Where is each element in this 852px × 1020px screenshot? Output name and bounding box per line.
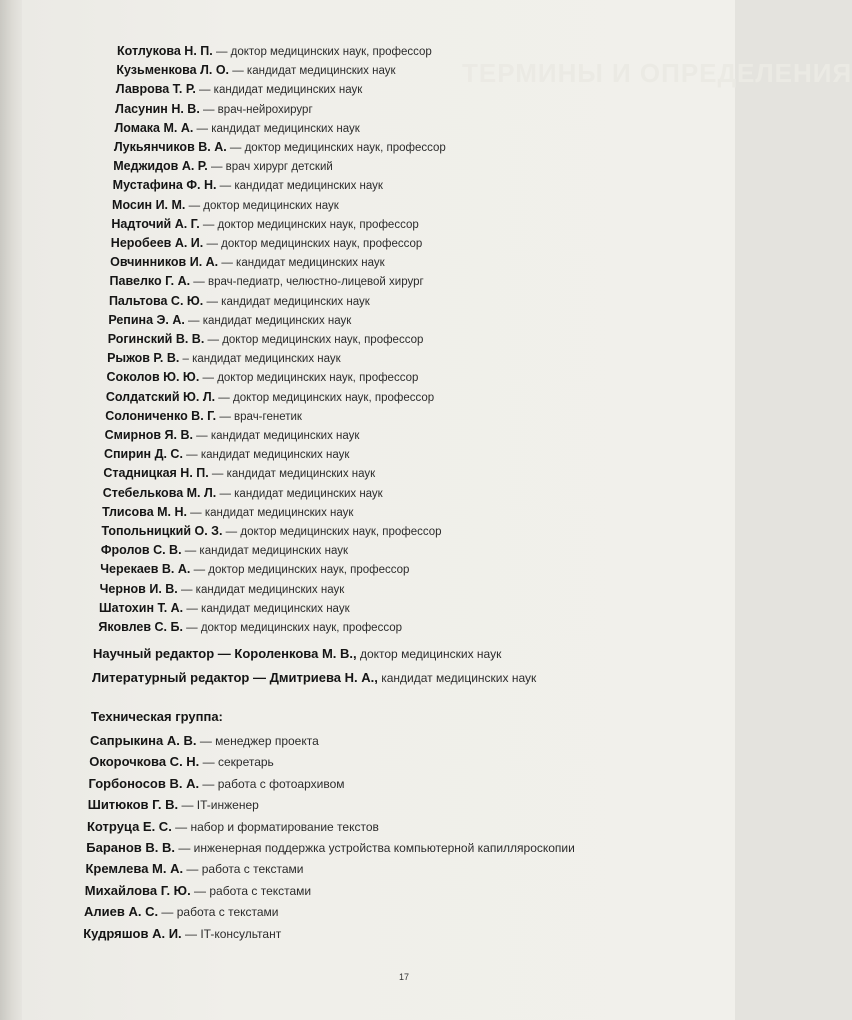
tech_group-line <box>87 820 379 834</box>
person-name: Овчинников И. А. <box>110 255 219 270</box>
person-role: — кандидат медицинских наук <box>193 122 360 135</box>
person-name: Мустафина Ф. Н. <box>112 178 217 193</box>
person-name: Алиев А. С. <box>84 904 159 920</box>
authors-line <box>102 505 353 520</box>
authors-line <box>99 601 350 616</box>
authors-line <box>103 466 375 481</box>
person-name: Фролов С. В. <box>100 543 182 558</box>
person-name: Кузьменкова Л. О. <box>116 63 230 78</box>
person-name: Меджидов А. Р. <box>113 159 208 174</box>
tech_group-line <box>88 798 259 812</box>
person-name: Котлукова Н. П. <box>117 44 213 58</box>
person-role: — кандидат медицинских наук <box>177 583 345 596</box>
person-name: Шитюков Г. В. <box>87 797 179 813</box>
person-role: — кандидат медицинских наук <box>218 257 385 270</box>
person-name: Окорочкова С. Н. <box>89 754 200 770</box>
person-name: Стадницкая Н. П. <box>103 466 209 481</box>
person-name: Лукьянчиков В. А. <box>113 140 227 154</box>
authors-line <box>104 447 349 462</box>
person-role: — доктор медицинских наук, профессор <box>182 622 402 634</box>
authors-line <box>111 236 423 251</box>
authors-line <box>115 102 313 117</box>
person-name: Солдатский Ю. Л. <box>105 389 216 404</box>
person-role: — доктор медицинских наук, профессор <box>199 218 419 231</box>
editors-line <box>93 647 501 661</box>
person-role: — врач-генетик <box>216 410 302 423</box>
person-name: Ласунин Н. В. <box>115 101 200 116</box>
person-role: — доктор медицинских наук, профессор <box>212 46 432 58</box>
authors-line <box>110 255 384 270</box>
person-name: Смирнов Я. В. <box>104 428 193 442</box>
person-name: Рогинский В. В. <box>107 332 205 346</box>
person-role: — работа с текстами <box>190 883 312 898</box>
show-through-heading: ТЕРМИНЫ И ОПРЕДЕЛЕНИЯ <box>462 58 852 88</box>
authors-line <box>101 543 348 558</box>
person-name: Соколов Ю. Ю. <box>106 370 200 385</box>
person-name: Павелко Г. А. <box>109 274 191 289</box>
person-role: — кандидат медицинских наук <box>203 295 370 308</box>
person-role: — инженерная поддержка устройства компьютерной капилляроскопии <box>175 841 575 855</box>
person-role: — доктор медицинских наук, профессор <box>222 526 442 538</box>
person-name: Литературный редактор — Дмитриева Н. А., <box>92 670 378 685</box>
person-name: Котруца Е. С. <box>87 818 172 834</box>
authors-line <box>110 274 424 289</box>
person-role: — врач хирург детский <box>207 161 333 174</box>
authors-line <box>112 198 339 213</box>
person-role: — кандидат медицинских наук <box>195 84 363 97</box>
person-name: Горбоносов В. А. <box>88 775 200 791</box>
tech_group-line <box>83 927 281 941</box>
person-role: — кандидат медицинских наук <box>183 602 350 615</box>
person-role: — врач-нейрохирург <box>199 103 313 116</box>
person-role: — работа с фотоархивом <box>199 776 345 791</box>
person-name: Кудряшов А. И. <box>83 925 182 941</box>
person-role: — доктор медицинских наук, профессор <box>204 334 424 346</box>
person-role: — доктор медицинских наук <box>185 199 339 212</box>
person-role: — кандидат медицинских наук <box>182 449 350 462</box>
person-name: Ломака М. А. <box>114 120 194 135</box>
person-role: — кандидат медицинских наук <box>229 65 396 78</box>
person-name: Кремлева М. А. <box>85 861 184 877</box>
person-role: кандидат медицинских наук <box>377 671 537 685</box>
person-role: — кандидат медицинских наук <box>192 430 360 442</box>
person-name: Черекаев В. А. <box>100 562 191 577</box>
tech_group-line <box>90 734 319 748</box>
authors-line <box>116 82 363 97</box>
authors-line <box>117 44 432 59</box>
person-name: Стебелькова М. Л. <box>102 485 217 500</box>
person-role: — IT-инженер <box>178 798 259 813</box>
authors-line <box>111 217 418 232</box>
person-name: Научный редактор — Короленкова М. В., <box>93 646 357 661</box>
person-name: Репина Э. А. <box>108 312 185 327</box>
authors-line <box>109 294 370 309</box>
person-role: — менеджер проекта <box>196 734 319 748</box>
tech-group-heading: Техническая группа: <box>91 709 223 724</box>
person-role: — кандидат медицинских наук <box>216 180 383 193</box>
person-role: – кандидат медицинских наук <box>179 353 341 366</box>
tech_group-line <box>89 755 274 769</box>
authors-line <box>107 351 341 366</box>
person-role: — работа с текстами <box>158 905 279 920</box>
tech_group-line <box>85 884 311 898</box>
person-name: Надточий А. Г. <box>111 216 200 231</box>
authors-line <box>108 313 351 328</box>
person-role: — доктор медицинских наук, профессор <box>199 372 419 385</box>
person-name: Сапрыкина А. В. <box>90 733 197 748</box>
authors-line <box>114 140 446 155</box>
person-name: Яковлев С. Б. <box>98 620 183 634</box>
person-name: Спирин Д. С. <box>103 447 183 462</box>
editors-line <box>92 671 536 685</box>
authors-line <box>105 428 360 443</box>
tech_group-line <box>84 905 279 919</box>
person-name: Рыжов Р. В. <box>107 351 180 366</box>
person-name: Лаврова Т. Р. <box>115 82 196 97</box>
person-role: — кандидат медицинских наук <box>184 314 352 327</box>
authors-line <box>98 620 402 635</box>
person-role: — доктор медицинских наук, профессор <box>190 564 410 577</box>
person-name: Баранов В. В. <box>86 840 176 855</box>
person-role: — кандидат медицинских наук <box>216 487 383 500</box>
person-role: — врач-педиатр, челюстно-лицевой хирург <box>190 276 424 289</box>
authors-line <box>105 409 302 424</box>
book-spine <box>0 0 22 1020</box>
person-name: Михайлова Г. Ю. <box>84 882 191 898</box>
person-role: — доктор медицинских наук, профессор <box>203 238 423 250</box>
authors-line <box>108 332 424 347</box>
page-number: 17 <box>399 972 410 982</box>
authors-line <box>106 390 434 405</box>
person-name: Топольницкий О. З. <box>101 524 223 538</box>
person-role: — доктор медицинских наук, профессор <box>215 391 435 404</box>
person-role: — IT-консультант <box>181 926 282 941</box>
person-role: доктор медицинских наук <box>356 647 502 661</box>
person-name: Пальтова С. Ю. <box>108 293 204 308</box>
person-role: — кандидат медицинских наук <box>208 468 376 481</box>
authors-line <box>100 582 345 597</box>
person-role: — работа с текстами <box>183 862 304 877</box>
person-name: Чернов И. В. <box>99 581 178 596</box>
authors-line <box>113 159 333 174</box>
person-role: — кандидат медицинских наук <box>181 545 349 558</box>
person-name: Мосин И. М. <box>112 197 186 212</box>
authors-line <box>100 562 409 577</box>
person-role: — доктор медицинских наук, профессор <box>226 142 446 154</box>
tech_group-line <box>89 777 345 791</box>
person-name: Тлисова М. Н. <box>102 504 187 519</box>
person-name: Неробеев А. И. <box>110 236 204 250</box>
authors-line <box>106 370 418 385</box>
person-role: — набор и форматирование текстов <box>171 819 379 834</box>
authors-line <box>116 63 395 78</box>
authors-line <box>115 121 360 136</box>
tech_group-line <box>86 841 575 855</box>
person-role: — секретарь <box>199 755 274 770</box>
authors-line <box>113 178 383 193</box>
person-role: — кандидат медицинских наук <box>186 506 354 519</box>
person-name: Солониченко В. Г. <box>105 408 217 423</box>
person-name: Шатохин Т. А. <box>99 600 184 615</box>
authors-line <box>103 486 383 501</box>
authors-line <box>102 524 442 539</box>
tech_group-line <box>86 862 304 876</box>
